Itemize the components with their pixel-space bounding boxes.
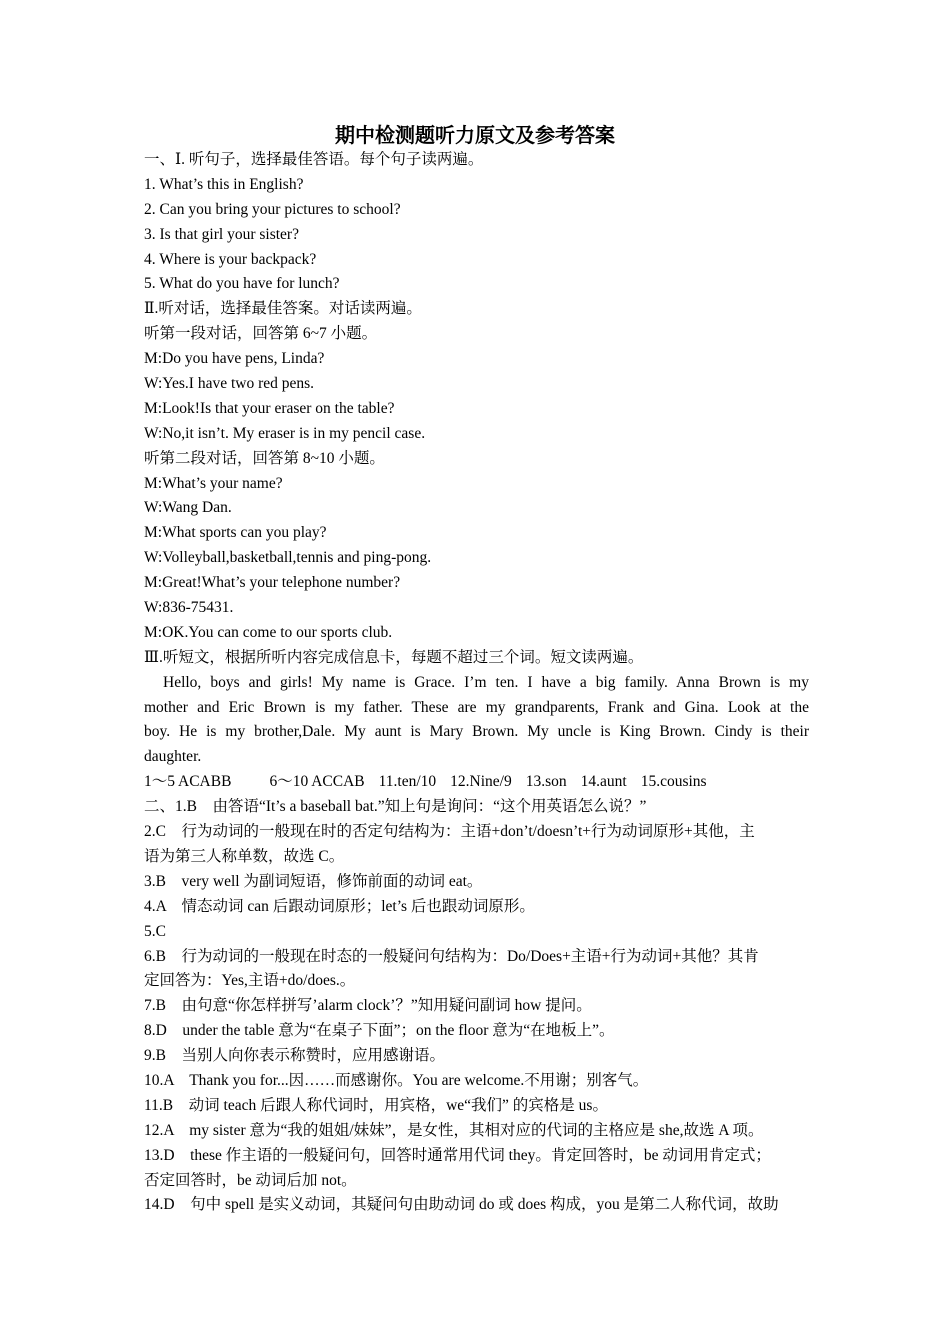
explanation-line: 二、1.B 由答语“It’s a baseball bat.”知上句是询问：“这个用英语怎么说？” — [144, 798, 647, 816]
answer-item: 15.cousins — [640, 773, 707, 791]
dialog-line: M:Look!Is that your eraser on the table? — [144, 399, 395, 417]
passage-line: daughter. — [144, 748, 202, 766]
answer-item: 14.aunt — [580, 773, 627, 791]
explanation-line: 10.A Thank you for...因……而感谢你。You are welcome.不用谢；别客气。 — [144, 1071, 649, 1089]
dialog-line: M:What sports can you play? — [144, 524, 327, 542]
document-title: 期中检测题听力原文及参考答案 — [335, 123, 615, 147]
dialog-line: W:Wang Dan. — [144, 499, 232, 517]
section1-heading: 一、Ⅰ. 听句子，选择最佳答语。每个句子读两遍。 — [144, 151, 484, 168]
answer-item: 11.ten/10 — [378, 773, 437, 791]
passage-line: boy. He is my brother,Dale. My aunt is Mary Brown. My uncle is King Brown. Cindy is their — [144, 723, 809, 741]
document-body — [144, 148, 809, 1218]
dialog-line: M:What’s your name? — [144, 474, 283, 492]
passage-line: Hello, boys and girls! My name is Grace. I’m ten. I have a big family. Anna Brown is my — [163, 673, 809, 691]
explanation-line: 13.D these 作主语的一般疑问句，回答时通常用代词 they。肯定回答时，be 动词用肯定式； — [144, 1146, 771, 1164]
dialog-line: M:Do you have pens, Linda? — [144, 350, 325, 368]
explanation-line: 5.C — [144, 922, 166, 940]
dialog2-heading: 听第二段对话，回答第 8~10 小题。 — [144, 449, 385, 467]
explanation-line: 定回答为：Yes,主语+do/does.。 — [144, 972, 356, 990]
section1-item: 3. Is that girl your sister? — [144, 225, 299, 243]
dialog-line: W:Yes.I have two red pens. — [144, 375, 315, 393]
explanation-line: 4.A 情态动词 can 后跟动词原形；let’s 后也跟动词原形。 — [144, 897, 535, 915]
dialog-line: W:Volleyball,basketball,tennis and ping-pong. — [144, 549, 432, 567]
section1-item: 5. What do you have for lunch? — [144, 275, 340, 293]
answer-item: 12.Nine/9 — [450, 773, 512, 791]
explanation-line: 2.C 行为动词的一般现在时的否定句结构为：主语+don’t/doesn’t+行为动词原形+其他，主 — [144, 823, 755, 841]
dialog-line: W:No,it isn’t. My eraser is in my pencil case. — [144, 424, 426, 442]
dialog-line: M:OK.You can come to our sports club. — [144, 623, 393, 641]
dialog1-heading: 听第一段对话，回答第 6~7 小题。 — [144, 325, 378, 343]
explanation-line: 12.A my sister 意为“我的姐姐/妹妹”，是女性，其相对应的代词的主格应是 she,故选 A 项。 — [144, 1121, 764, 1139]
section1-item: 1. What’s this in English? — [144, 175, 304, 193]
section2-heading: Ⅱ.听对话，选择最佳答案。对话读两遍。 — [144, 300, 422, 318]
answer-group: 6～10 ACCAB — [269, 773, 365, 791]
explanation-line: 6.B 行为动词的一般现在时态的一般疑问句结构为：Do/Does+主语+行为动词+其他？其肯 — [144, 947, 759, 965]
dialog-line: W:836-75431. — [144, 599, 234, 617]
answer-item: 13.son — [525, 773, 567, 791]
explanation-line: 8.D under the table 意为“在桌子下面”；on the floor 意为“在地板上”。 — [144, 1022, 615, 1040]
explanation-line: 9.B 当别人向你表示称赞时，应用感谢语。 — [144, 1047, 445, 1065]
explanation-line: 3.B very well 为副词短语，修饰前面的动词 eat。 — [144, 872, 483, 890]
explanation-line: 14.D 句中 spell 是实义动词，其疑问句由助动词 do 或 does 构成，you 是第二人称代词，故助 — [144, 1196, 779, 1214]
explanation-line: 7.B 由句意“你怎样拼写’alarm clock’？”知用疑问副词 how 提问。 — [144, 997, 592, 1015]
explanation-line: 语为第三人称单数，故选 C。 — [144, 847, 345, 865]
dialog-line: M:Great!What’s your telephone number? — [144, 574, 401, 592]
section1-item: 4. Where is your backpack? — [144, 250, 317, 268]
answer-group: 1～5 ACABB — [144, 773, 232, 791]
listening-answers — [144, 770, 809, 795]
section1-item: 2. Can you bring your pictures to school? — [144, 200, 401, 218]
explanation-line: 否定回答时，be 动词后加 not。 — [144, 1171, 357, 1189]
passage-line: mother and Eric Brown is my father. These are my grandparents, Frank and Gina. Look at the — [144, 698, 809, 716]
section3-heading: Ⅲ.听短文，根据所听内容完成信息卡，每题不超过三个词。短文读两遍。 — [144, 648, 644, 666]
explanation-line: 11.B 动词 teach 后跟人称代词时，用宾格，we“我们” 的宾格是 us。 — [144, 1096, 608, 1114]
